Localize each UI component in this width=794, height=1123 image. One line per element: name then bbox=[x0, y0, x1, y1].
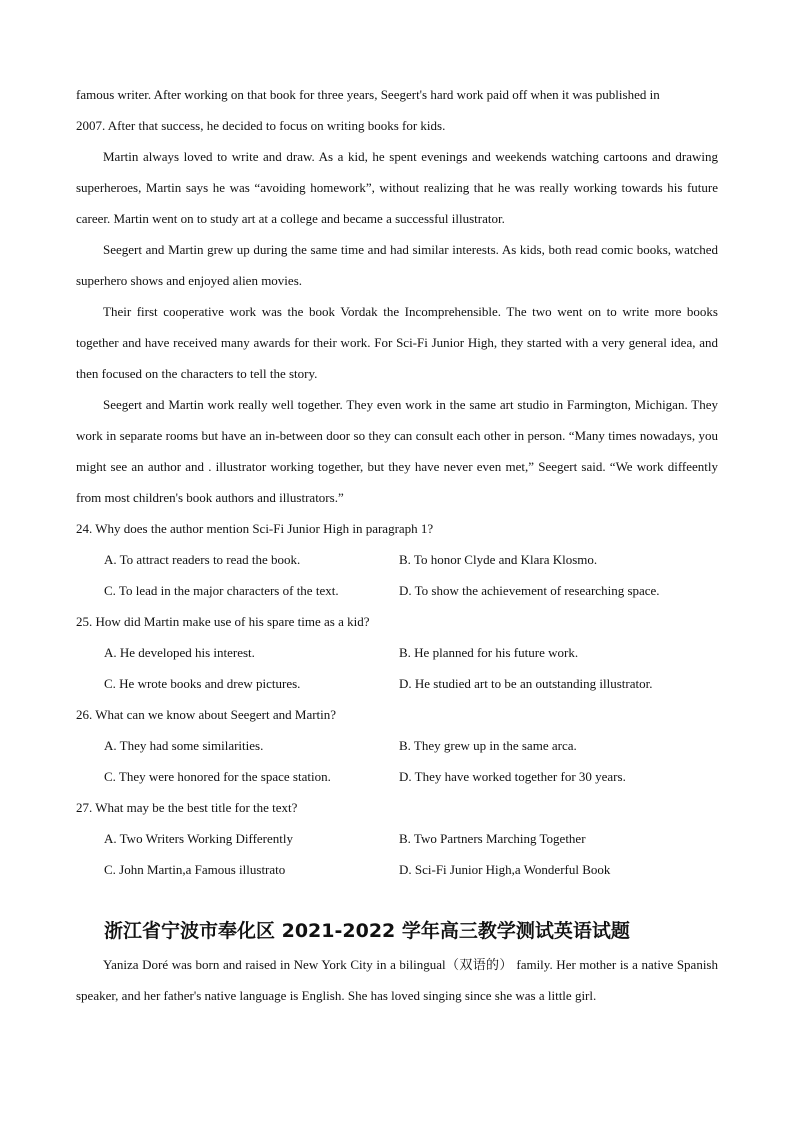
document-page bbox=[76, 79, 718, 1011]
option-b: B. They grew up in the same arca. bbox=[399, 738, 577, 753]
option-c: C. To lead in the major characters of the text. bbox=[104, 583, 339, 598]
option-d: D. To show the achievement of researching space. bbox=[399, 583, 660, 598]
passage-paragraph: Their first cooperative work was the book Vordak the Incomprehensible. The two went on to write more books together and have received many awards for their work. For Sci-Fi Junior High, they started with a very general idea, and then focused on the characters to tell the story. bbox=[76, 304, 718, 381]
option-c: C. John Martin,a Famous illustrato bbox=[104, 862, 286, 877]
question-27 bbox=[76, 792, 718, 885]
option-d: D. They have worked together for 30 years. bbox=[399, 769, 626, 784]
option-a: A. He developed his interest. bbox=[104, 645, 255, 660]
option-c: C. He wrote books and drew pictures. bbox=[104, 676, 301, 691]
question-text: 27. What may be the best title for the text? bbox=[76, 800, 298, 815]
passage-continuation-line-2: 2007. After that success, he decided to focus on writing books for kids. bbox=[76, 118, 446, 133]
option-list bbox=[76, 823, 718, 885]
option-list bbox=[76, 730, 718, 792]
passage-paragraph: Seegert and Martin work really well together. They even work in the same art studio in Farmington, Michigan. They work in separate rooms but have an in-between door so they can consult each other in person. “Many times nowadays, you might see an author and . illustrator working together, but they have never even met,” Seegert said. “We work diffeently from most children's book authors and illustrators.” bbox=[76, 397, 718, 505]
option-c: C. They were honored for the space station. bbox=[104, 769, 331, 784]
option-d: D. He studied art to be an outstanding illustrator. bbox=[399, 676, 653, 691]
question-text: 25. How did Martin make use of his spare time as a kid? bbox=[76, 614, 370, 629]
option-a: A. They had some similarities. bbox=[104, 738, 264, 753]
option-list bbox=[76, 544, 718, 606]
option-b: B. He planned for his future work. bbox=[399, 645, 579, 660]
option-b: B. To honor Clyde and Klara Klosmo. bbox=[399, 552, 598, 567]
option-b: B. Two Partners Marching Together bbox=[399, 831, 586, 846]
passage-continuation-line-1: famous writer. After working on that book for three years, Seegert's hard work paid off when it was published in bbox=[76, 87, 660, 102]
passage-paragraph: Seegert and Martin grew up during the same time and had similar interests. As kids, both read comic books, watched superhero shows and enjoyed alien movies. bbox=[76, 242, 718, 288]
option-d: D. Sci-Fi Junior High,a Wonderful Book bbox=[399, 862, 611, 877]
option-list bbox=[76, 637, 718, 699]
question-text: 26. What can we know about Seegert and Martin? bbox=[76, 707, 337, 722]
question-26 bbox=[76, 699, 718, 792]
section-paragraph: Yaniza Doré was born and raised in New York City in a bilingual（双语的） family. Her mother is a native Spanish speaker, and her father's native language is English. She has loved singing since she was a little girl. bbox=[76, 957, 718, 1003]
question-text: 24. Why does the author mention Sci-Fi Junior High in paragraph 1? bbox=[76, 521, 434, 536]
passage-paragraph: Martin always loved to write and draw. As a kid, he spent evenings and weekends watching cartoons and drawing superheroes, Martin says he was “avoiding homework”, without realizing that he was really working towards his future career. Martin went on to study art at a college and became a successful illustrator. bbox=[76, 149, 718, 226]
question-24 bbox=[76, 513, 718, 606]
option-a: A. Two Writers Working Differently bbox=[104, 831, 294, 846]
option-a: A. To attract readers to read the book. bbox=[104, 552, 301, 567]
question-25 bbox=[76, 606, 718, 699]
section-title: 浙江省宁波市奉化区 2021-2022 学年高三教学测试英语试题 bbox=[104, 920, 630, 942]
